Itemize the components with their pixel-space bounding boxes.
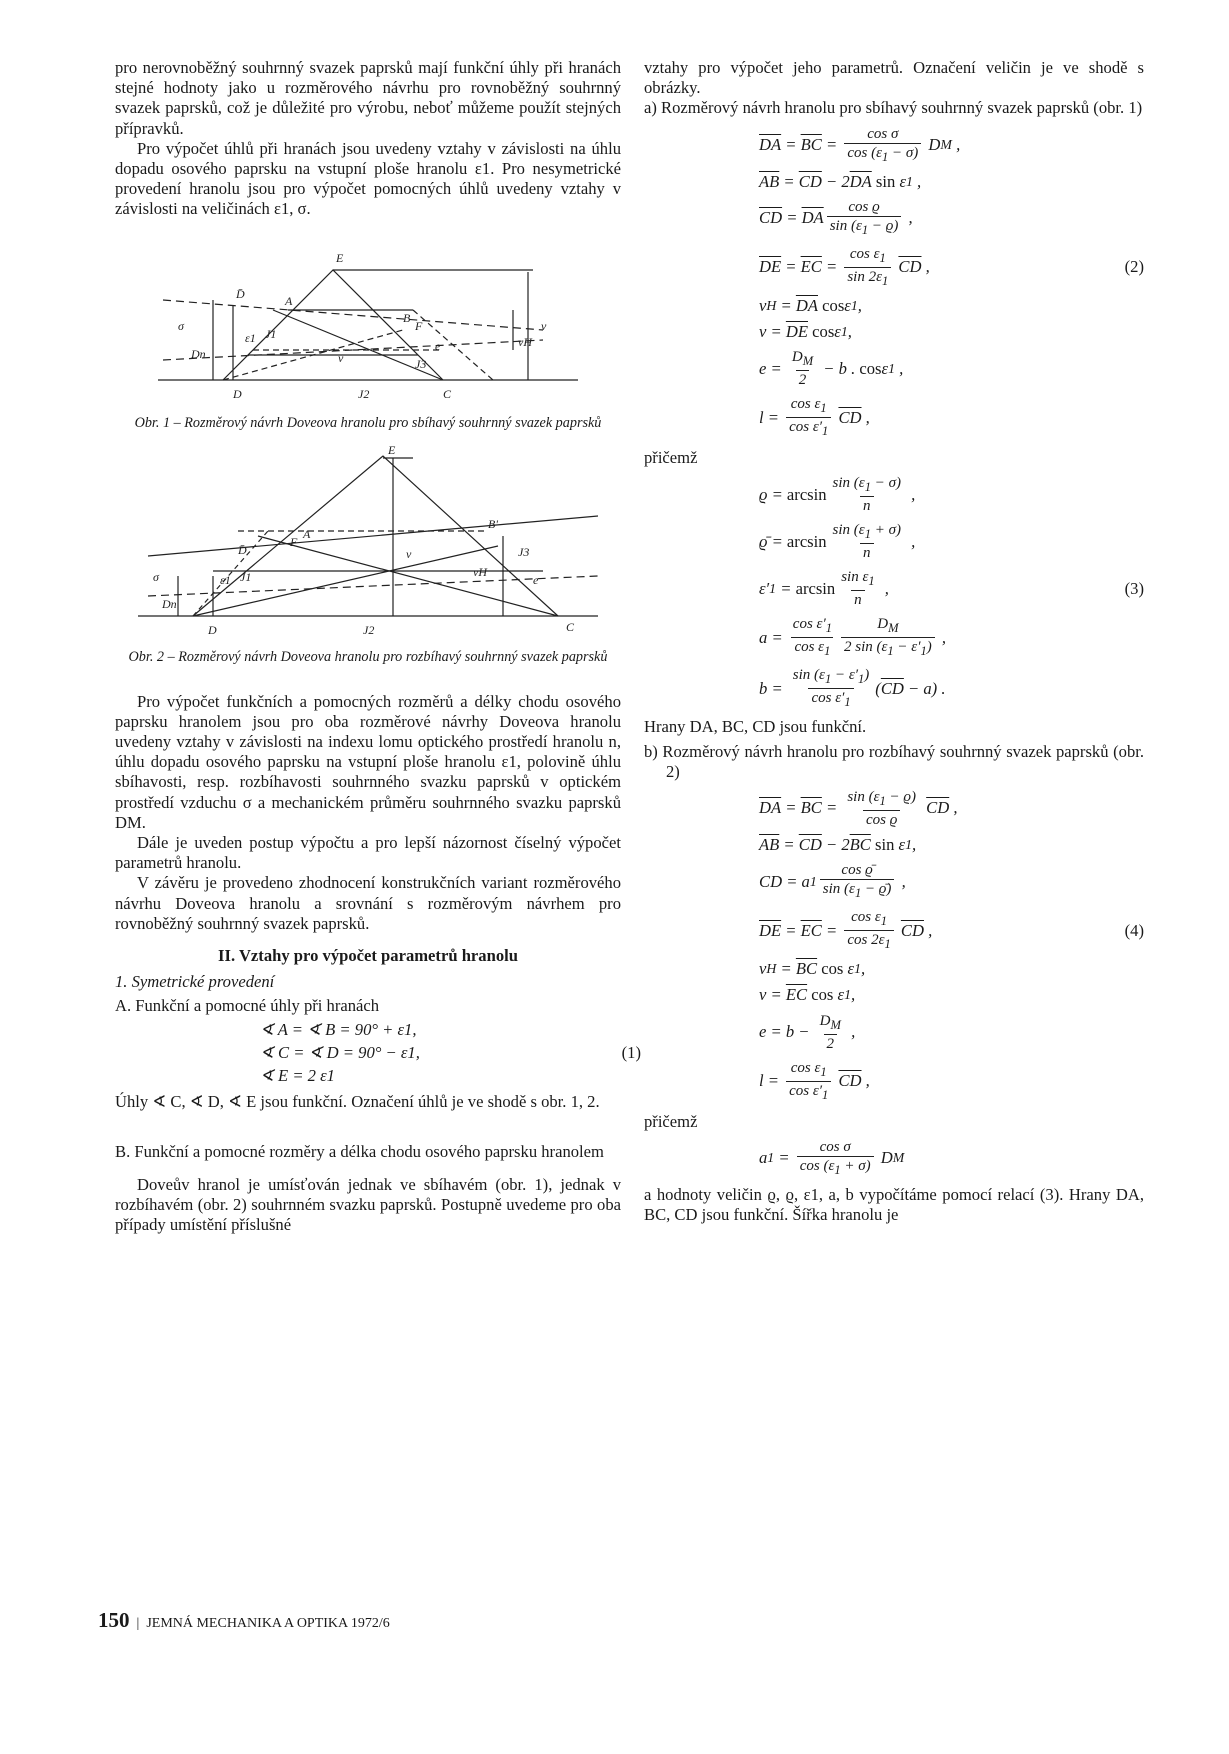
fig-label: A — [303, 526, 311, 541]
fig-label: e — [435, 338, 441, 353]
fig-label: ε1 — [220, 572, 231, 587]
paragraph: Hrany DA, BC, CD jsou funkční. — [644, 717, 867, 737]
fig-label: J1 — [265, 326, 277, 341]
fig-label: C — [443, 386, 452, 401]
fig-label: B — [403, 310, 411, 325]
fig-label: v — [406, 546, 412, 561]
paragraph: Pro výpočet funkčních a pomocných rozměrů a délky chodu osového paprsku hranolem jsou pro oba rozměrové návrhy Doveova hranolu uvedeny vztahy v závislosti na indexu lomu optického prostředí hranolu n, úhlu dopadu osového paprsku na vstupní ploše hranolu ε1, polovině úhlu sbíhavosti, resp. rozbíhavosti souhrnného svazku paprsků v optickém prostředí vzduchu σ a mechanickém průměru souhrnného svazku paprsků DM. — [115, 691, 621, 832]
figure-2 — [138, 446, 598, 646]
fig-label: σ — [153, 569, 159, 584]
fig-label: J3 — [518, 544, 530, 559]
equation-line: ∢ A = ∢ B = 90° + ε1, — [260, 1019, 417, 1039]
paragraph: V závěru je provedeno zhodnocení konstrukčních variant rozměrového návrhu Doveova hranolu a srovnání s rozměrovým návrhem pro rovnoběžný souhrnný svazek paprsků. — [115, 873, 621, 933]
fig-label: F — [290, 534, 298, 549]
equation-number: (1) — [621, 1042, 641, 1062]
fig-label: A — [285, 293, 293, 308]
subsection-heading: B. Funkční a pomocné rozměry a délka chodu osového paprsku hranolem — [115, 1142, 604, 1162]
fig-label: v — [541, 318, 547, 333]
equation-number: (3) — [1124, 578, 1144, 598]
equation-5: a 1 = $\frac{\text{cos σ}}{\cos (\varepsilon_1 + \sigma)}$ D M — [759, 1138, 905, 1177]
subsection-heading: A. Funkční a pomocné úhly při hranách — [115, 996, 380, 1016]
equation-3: ϱ = arcsin $\frac{\sin (\varepsilon_1 - \sigma)}{n}$ , ϱ̄ = arcsin $\frac{\sin (\varepsilon_1 + \sigma)}{n}$ , ε′ 1 = arcsin $\frac{\sin \varepsilon_1}{n}$ , (3) a = $\frac{\cos \varepsilon'_1}{\cos \varepsilon_1}$ $\frac{D_M}{2 \sin (\varepsilon_1 - \varepsilon'_1)}$ , b = $\frac{\sin (\varepsilon_1 - \varepsilon'_1)}{\cos \varepsilon'_1}$ ( $\overline{CD}$ − a) . — [759, 475, 1144, 710]
fig-label: J1 — [240, 569, 252, 584]
paragraph: b) Rozměrový návrh hranolu pro rozbíhavý souhrnný svazek paprsků (obr. 2) — [644, 741, 1144, 781]
paragraph: přičemž — [644, 1111, 698, 1131]
fig-label: ν — [338, 350, 344, 365]
fig-label: J3 — [415, 356, 427, 371]
fig-label: E — [336, 250, 344, 265]
paragraph: vztahy pro výpočet jeho parametrů. Označení veličin je ve shodě s obrázky. — [644, 58, 1144, 98]
equation-number: (2) — [1124, 257, 1144, 277]
footer-divider: | — [133, 1616, 143, 1631]
equation-number: (4) — [1124, 920, 1144, 940]
equation-line: ∢ E = 2 ε1 — [260, 1066, 335, 1086]
fig-label: Dn — [162, 596, 177, 611]
equation-line: ∢ C = ∢ D = 90° − ε1, — [260, 1042, 420, 1062]
fig-label: E — [388, 445, 396, 457]
left-column — [115, 58, 641, 1235]
fig-label: D — [233, 386, 242, 401]
fig-label: J2 — [358, 386, 370, 401]
page-footer — [98, 1608, 390, 1633]
paragraph: Dále je uveden postup výpočtu a pro lepší názornost číselný výpočet parametrů hranolu. — [115, 833, 621, 873]
fig-label: D — [208, 622, 217, 637]
fig-label: vH — [518, 334, 532, 349]
fig-label: C — [566, 619, 575, 634]
subsection-heading: 1. Symetrické provedení — [115, 972, 275, 992]
paragraph: a) Rozměrový návrh hranolu pro sbíhavý souhrnný svazek paprsků (obr. 1) — [644, 98, 1143, 118]
fig-label: σ — [178, 318, 184, 333]
fig-label: Dn — [191, 346, 206, 361]
fig-label: e — [533, 572, 539, 587]
equation-1 — [260, 1019, 641, 1087]
paragraph: Doveův hranol je umísťován jednak ve sbíhavém (obr. 1), jednak v rozbíhavém (obr. 2) souhrnném svazku paprsků. Postupně uvedeme pro oba případy umístění příslušné — [115, 1174, 621, 1235]
fig-label: D̄ — [236, 286, 245, 301]
fig-label: vH — [473, 564, 487, 579]
figure-2-caption: Obr. 2 – Rozměrový návrh Doveova hranolu pro rozbíhavý souhrnný svazek paprsků — [128, 648, 608, 665]
page-number: 150 — [98, 1608, 130, 1632]
figure-1-caption: Obr. 1 – Rozměrový návrh Doveova hranolu pro sbíhavý souhrnný svazek paprsků — [134, 414, 602, 431]
journal-title: JEMNÁ MECHANIKA A OPTIKA 1972/6 — [146, 1616, 390, 1631]
fig-label: J2 — [363, 622, 375, 637]
fig-label: D̄ — [238, 542, 247, 557]
paragraph: Pro výpočet úhlů při hranách jsou uvedeny vztahy v závislosti na úhlu dopadu osového paprsku na vstupní ploše hranolu ε1. Pro nesymetrické provedení hranolu jsou pro výpočet pomocných úhlů uvedeny vztahy v závislosti na veličinách ε1, σ. — [115, 138, 621, 219]
fig-label: ε1 — [245, 330, 256, 345]
fig-label: F — [415, 318, 423, 333]
equation-2: $\overline{DA}$ = $\overline{BC}$ = $\frac{\text{cos σ}}{\cos (\varepsilon_1 - \sigma)}$ D M , $\overline{AB}$ = $\overline{CD}$ − 2 $\overline{DA}$ sin ε 1 , $\overline{CD}$ = $\overline{DA}$ $\frac{\text{cos ϱ}}{\sin (\varepsilon_1 - ϱ)}$ , $\overline{DE}$ = $\overline{EC}$ = $\frac{\cos \varepsilon_1}{\sin 2\varepsilon_1}$ $\overline{CD}$ , (2) v H = $\overline{DA}$ cos ε 1 , v = $\overline{DE}$ cos ε 1 , e = $\frac{D_M}{2}$ − b . cos ε 1 , l = $\frac{\cos \varepsilon_1}{\cos \varepsilon'_1}$ $\overline{CD}$ , — [759, 125, 1144, 439]
right-column — [644, 58, 1144, 1225]
section-heading: II. Vztahy pro výpočet parametrů hranolu — [218, 946, 518, 966]
figure-1 — [153, 250, 583, 410]
paragraph: a hodnoty veličin ϱ, ϱ, ε1, a, b vypočítáme pomocí relací (3). Hrany DA, BC, CD jsou funkční. Šířka hranolu je — [644, 1184, 1144, 1225]
equation-4: $\overline{DA}$ = $\overline{BC}$ = $\frac{\sin (\varepsilon_1 - ϱ)}{\text{cos ϱ}}$ $\overline{CD}$ , $\overline{AB}$ = $\overline{CD}$ − 2 $\overline{BC}$ sin ε 1 , CD = a 1 $\frac{\text{cos ϱ̄}}{\sin (\varepsilon_1 - ϱ̄)}$ , $\overline{DE}$ = $\overline{EC}$ = $\frac{\cos \varepsilon_1}{\cos 2\varepsilon_1}$ $\overline{CD}$ , (4) v H = $\overline{BC}$ cos ε 1 , v = $\overline{EC}$ cos ε 1 , e = b − $\frac{D_M}{2}$ , l = $\frac{\cos \varepsilon_1}{\cos \varepsilon'_1}$ $\overline{CD}$ , — [759, 789, 1144, 1102]
fig-label: B' — [488, 516, 498, 531]
paragraph: přičemž — [644, 448, 698, 468]
paragraph: Úhly ∢ C, ∢ D, ∢ E jsou funkční. Označení úhlů je ve shodě s obr. 1, 2. — [115, 1092, 600, 1112]
paragraph: pro nerovnoběžný souhrnný svazek paprsků mají funkční úhly při hranách stejné hodnoty jako u rozměrového návrhu pro rovnoběžný souhrnný svazek paprsků, což je důležité pro výrobu, neboť můžeme použít stejných přípravků. — [115, 58, 621, 138]
